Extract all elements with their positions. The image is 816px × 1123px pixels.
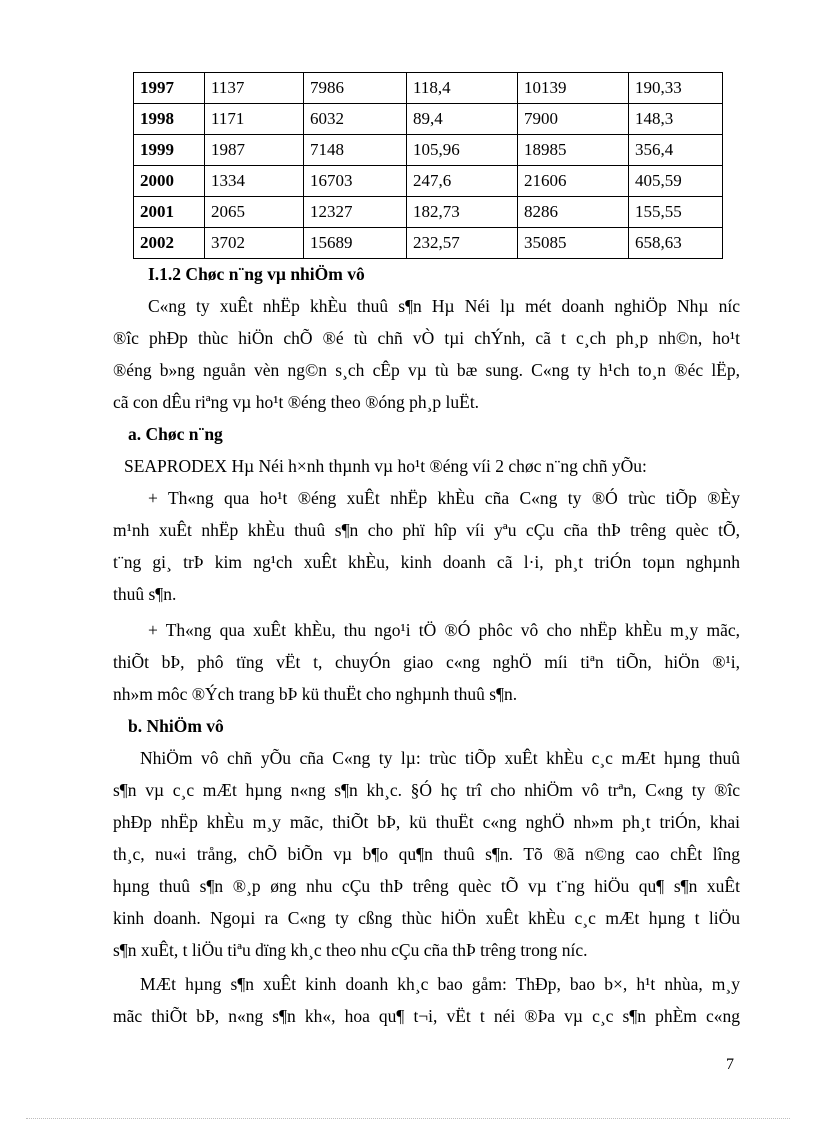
table-row xyxy=(134,228,723,259)
functions-line: t¨ng gi¸ trÞ kim ng¹ch xuÊt khÈu, kinh doanh cã l·i, ph¸t triÓn toµn nghµnh xyxy=(113,552,740,572)
heading-functions: a. Chøc n¨ng xyxy=(128,424,223,444)
intro-line: ®éng b»ng nguån vèn ng©n s¸ch cÊp vµ tù bæ sung. C«ng ty h¹ch to¸n ®éc lËp, xyxy=(113,360,740,380)
table-row xyxy=(134,166,723,197)
duties-line: hµng thuû s¶n ®¸p øng nhu cÇu thÞ trêng quèc tÕ vµ t¨ng hiÖu qu¶ s¶n xuÊt xyxy=(113,876,740,896)
table-cell: 1171 xyxy=(205,104,304,135)
table-row xyxy=(134,104,723,135)
intro-line: C«ng ty xuÊt nhËp khÈu thuû s¶n Hµ Néi lµ mét doanh nghiÖp Nhµ níc xyxy=(148,296,740,316)
table-cell-year: 2002 xyxy=(134,228,205,259)
table-cell: 405,59 xyxy=(629,166,723,197)
page-number: 7 xyxy=(726,1056,734,1073)
table-cell: 6032 xyxy=(304,104,407,135)
duties-line: s¶n xuÊt, t liÖu tiªu dïng kh¸c theo nhu cÇu cña thÞ trêng trong níc. xyxy=(113,940,588,960)
table-cell: 118,4 xyxy=(407,73,518,104)
table-cell-year: 1999 xyxy=(134,135,205,166)
table-cell: 232,57 xyxy=(407,228,518,259)
table-cell: 148,3 xyxy=(629,104,723,135)
table-cell: 16703 xyxy=(304,166,407,197)
intro-line: ®îc phÐp thùc hiÖn chÕ ®é tù chñ vÒ tµi chÝnh, cã t c¸ch ph¸p nh©n, ho¹t xyxy=(113,328,740,348)
table-cell: 658,63 xyxy=(629,228,723,259)
table-cell: 2065 xyxy=(205,197,304,228)
table-cell: 190,33 xyxy=(629,73,723,104)
table-cell: 1987 xyxy=(205,135,304,166)
table-row xyxy=(134,135,723,166)
table-cell: 1137 xyxy=(205,73,304,104)
table-cell: 356,4 xyxy=(629,135,723,166)
footer-divider xyxy=(26,1118,790,1119)
intro-line: cã con dÊu riªng vµ ho¹t ®éng theo ®óng ph¸p luËt. xyxy=(113,392,480,412)
table-cell: 18985 xyxy=(518,135,629,166)
table-cell: 8286 xyxy=(518,197,629,228)
functions-line: + Th«ng qua ho¹t ®éng xuÊt nhËp khÈu cña C«ng ty ®Ó trùc tiÕp ®Èy xyxy=(148,488,740,508)
table-cell: 35085 xyxy=(518,228,629,259)
table-cell: 3702 xyxy=(205,228,304,259)
functions-line: thiÕt bÞ, phô tïng vËt t, chuyÓn giao c«ng nghÖ míi tiªn tiÕn, hiÖn ®¹i, xyxy=(113,652,740,672)
table-cell: 21606 xyxy=(518,166,629,197)
table-cell: 155,55 xyxy=(629,197,723,228)
table-cell: 247,6 xyxy=(407,166,518,197)
heading-duties: b. NhiÖm vô xyxy=(128,716,224,736)
table-cell: 1334 xyxy=(205,166,304,197)
table-cell: 182,73 xyxy=(407,197,518,228)
table-cell: 7900 xyxy=(518,104,629,135)
data-table xyxy=(133,72,723,259)
functions-line: + Th«ng qua xuÊt khÈu, thu ngo¹i tÖ ®Ó phôc vô cho nhËp khÈu m¸y mãc, xyxy=(148,620,740,640)
functions-line: m¹nh xuÊt nhËp khÈu thuû s¶n cho phï hîp víi yªu cÇu cña thÞ trêng quèc tÕ, xyxy=(113,520,740,540)
duties-line: phÐp nhËp khÈu m¸y mãc, thiÕt bÞ, kü thuËt c«ng nghÖ nh»m ph¸t triÓn, khai xyxy=(113,812,740,832)
functions-line: thuû s¶n. xyxy=(113,584,177,604)
table-cell: 105,96 xyxy=(407,135,518,166)
duties-line: NhiÖm vô chñ yÕu cña C«ng ty lµ: trùc tiÕp xuÊt khÈu c¸c mÆt hµng thuû xyxy=(140,748,740,768)
table-cell-year: 1998 xyxy=(134,104,205,135)
duties-line: s¶n vµ c¸c mÆt hµng n«ng s¶n kh¸c. §Ó hç trî cho nhiÖm vô trªn, C«ng ty ®îc xyxy=(113,780,740,800)
table-cell: 7986 xyxy=(304,73,407,104)
functions-line: nh»m môc ®Ých trang bÞ kü thuËt cho nghµnh thuû s¶n. xyxy=(113,684,518,704)
table-cell-year: 2001 xyxy=(134,197,205,228)
products-line: MÆt hµng s¶n xuÊt kinh doanh kh¸c bao gåm: ThÐp, bao b×, h¹t nhùa, m¸y xyxy=(140,974,740,994)
products-line: mãc thiÕt bÞ, n«ng s¶n kh«, hoa qu¶ t¬i, vËt t néi ®Þa vµ c¸c s¶n phÈm c«ng xyxy=(113,1006,740,1026)
table-cell: 7148 xyxy=(304,135,407,166)
table-cell-year: 1997 xyxy=(134,73,205,104)
table-cell: 89,4 xyxy=(407,104,518,135)
table-row xyxy=(134,73,723,104)
table-cell-year: 2000 xyxy=(134,166,205,197)
section-heading: I.1.2 Chøc n¨ng vµ nhiÖm vô xyxy=(148,264,365,284)
table-cell: 15689 xyxy=(304,228,407,259)
table-cell: 12327 xyxy=(304,197,407,228)
duties-line: th¸c, nu«i trång, chÕ biÕn vµ b¶o qu¶n thuû s¶n. Tõ ®ã n©ng cao chÊt lîng xyxy=(113,844,740,864)
functions-line: SEAPRODEX Hµ Néi h×nh thµnh vµ ho¹t ®éng víi 2 chøc n¨ng chñ yÕu: xyxy=(124,456,647,476)
table-row xyxy=(134,197,723,228)
duties-line: kinh doanh. Ngoµi ra C«ng ty cßng thùc hiÖn xuÊt khÈu c¸c mÆt hµng t liÖu xyxy=(113,908,740,928)
table-cell: 10139 xyxy=(518,73,629,104)
